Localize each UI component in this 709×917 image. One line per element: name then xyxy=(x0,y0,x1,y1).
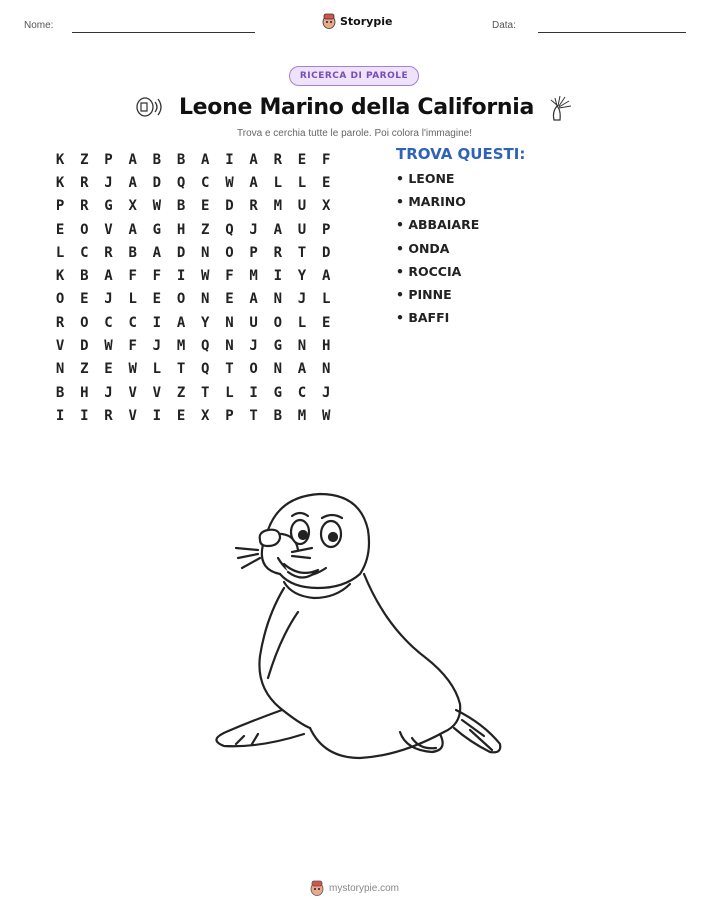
grid-letter[interactable]: P xyxy=(104,151,113,168)
grid-letter[interactable]: L xyxy=(297,174,307,191)
grid-letter[interactable]: E xyxy=(297,151,307,168)
grid-letter[interactable]: G xyxy=(152,221,162,238)
grid-letter[interactable]: O xyxy=(55,291,65,308)
grid-letter[interactable]: D xyxy=(321,244,331,261)
grid-letter[interactable]: U xyxy=(297,221,307,238)
grid-letter[interactable]: L xyxy=(321,291,331,308)
grid-letter[interactable]: B xyxy=(55,384,65,401)
footer xyxy=(0,880,709,896)
word-list-item: • ROCCIA xyxy=(396,263,462,279)
grid-letter[interactable]: N xyxy=(201,244,210,261)
grid-letter[interactable]: A xyxy=(249,291,258,308)
grid-letter[interactable]: A xyxy=(176,314,186,331)
grid-letter[interactable]: B xyxy=(273,407,282,424)
grid-letter[interactable]: D xyxy=(80,338,89,355)
word-list xyxy=(396,171,479,333)
grid-letter[interactable]: T xyxy=(201,384,210,401)
grid-letter[interactable]: W xyxy=(152,198,162,215)
grid-letter[interactable]: N xyxy=(321,361,331,378)
grid-letter[interactable]: F xyxy=(321,151,331,168)
grid-letter[interactable]: R xyxy=(249,198,258,215)
grid-letter[interactable]: F xyxy=(152,268,162,285)
grid-letter[interactable]: P xyxy=(321,221,331,238)
grid-letter[interactable]: X xyxy=(201,407,210,424)
grid-letter[interactable]: E xyxy=(55,221,65,238)
grid-letter[interactable]: E xyxy=(321,174,331,191)
grid-letter[interactable]: Z xyxy=(80,361,89,378)
grid-letter[interactable]: J xyxy=(104,291,113,308)
grid-letter[interactable]: U xyxy=(297,198,307,215)
grid-letter[interactable]: M xyxy=(176,338,186,355)
grid-letter[interactable]: N xyxy=(273,291,282,308)
grid-letter[interactable]: Q xyxy=(201,338,210,355)
grid-letter[interactable]: J xyxy=(297,291,307,308)
grid-letter[interactable]: L xyxy=(225,384,234,401)
grid-letter[interactable]: I xyxy=(225,151,234,168)
grid-letter[interactable]: A xyxy=(297,361,307,378)
grid-letter[interactable]: C xyxy=(80,244,89,261)
grid-letter[interactable]: O xyxy=(273,314,282,331)
grid-letter[interactable]: N xyxy=(297,338,307,355)
grid-letter[interactable]: F xyxy=(225,268,234,285)
grid-letter[interactable]: A xyxy=(104,268,113,285)
grid-letter[interactable]: K xyxy=(55,174,65,191)
grid-letter[interactable]: P xyxy=(55,198,65,215)
grid-letter[interactable]: O xyxy=(80,221,89,238)
footer-url[interactable]: mystorypie.com xyxy=(328,882,399,894)
grid-letter[interactable]: J xyxy=(249,338,258,355)
grid-letter[interactable]: U xyxy=(249,314,258,331)
grid-letter[interactable]: I xyxy=(55,407,65,424)
grid-letter[interactable]: A xyxy=(128,151,137,168)
grid-letter[interactable]: H xyxy=(321,338,331,355)
grid-letter[interactable]: Q xyxy=(225,221,234,238)
grid-letter[interactable]: Z xyxy=(176,384,186,401)
grid-letter[interactable]: D xyxy=(176,244,186,261)
grid-letter[interactable]: W xyxy=(201,268,210,285)
grid-letter[interactable]: G xyxy=(273,384,282,401)
grid-letter[interactable]: E xyxy=(201,198,210,215)
grid-letter[interactable]: L xyxy=(297,314,307,331)
grid-letter[interactable]: E xyxy=(176,407,186,424)
grid-letter[interactable]: R xyxy=(104,244,113,261)
word-list-title: TROVA QUESTI: xyxy=(396,145,526,163)
grid-letter[interactable]: L xyxy=(128,291,137,308)
grid-letter[interactable]: C xyxy=(297,384,307,401)
grid-letter[interactable]: A xyxy=(128,221,137,238)
grid-letter[interactable]: A xyxy=(273,221,282,238)
grid-letter[interactable]: J xyxy=(104,174,113,191)
grid-letter[interactable]: M xyxy=(297,407,307,424)
grid-letter[interactable]: K xyxy=(55,268,65,285)
word-search-grid[interactable] xyxy=(48,148,338,428)
grid-letter[interactable]: B xyxy=(152,151,162,168)
word-list-item: • ONDA xyxy=(396,240,450,256)
grid-letter[interactable]: Q xyxy=(176,174,186,191)
grid-letter[interactable]: W xyxy=(104,338,113,355)
grid-letter[interactable]: Z xyxy=(80,151,89,168)
grid-letter[interactable]: E xyxy=(104,361,113,378)
speaker-sound-icon xyxy=(135,96,165,118)
grid-letter[interactable]: O xyxy=(176,291,186,308)
grid-letter[interactable]: V xyxy=(128,407,137,424)
grid-letter[interactable]: O xyxy=(225,244,234,261)
date-line[interactable] xyxy=(538,32,686,33)
grid-letter[interactable]: T xyxy=(225,361,234,378)
grid-letter[interactable]: R xyxy=(273,151,282,168)
grid-letter[interactable]: R xyxy=(273,244,282,261)
grid-letter[interactable]: C xyxy=(201,174,210,191)
grid-letter[interactable]: L xyxy=(55,244,65,261)
word-list-item: • BAFFI xyxy=(396,310,450,326)
title-row xyxy=(0,92,709,122)
grid-letter[interactable]: E xyxy=(152,291,162,308)
grid-letter[interactable]: B xyxy=(128,244,137,261)
name-line[interactable] xyxy=(72,32,255,33)
grid-letter[interactable]: P xyxy=(225,407,234,424)
grid-letter[interactable]: I xyxy=(152,407,162,424)
grid-letter[interactable]: W xyxy=(128,361,137,378)
grid-letter[interactable]: O xyxy=(249,361,258,378)
grid-letter[interactable]: I xyxy=(249,384,258,401)
grid-letter[interactable]: T xyxy=(176,361,186,378)
grid-letter[interactable]: Q xyxy=(201,361,210,378)
storypie-mascot-icon xyxy=(322,13,336,29)
grid-letter[interactable]: V xyxy=(104,221,113,238)
grid-letter[interactable]: J xyxy=(152,338,162,355)
grid-letter[interactable]: R xyxy=(80,198,89,215)
grid-letter[interactable]: W xyxy=(225,174,234,191)
grid-letter[interactable]: T xyxy=(249,407,258,424)
grid-letter[interactable]: I xyxy=(80,407,89,424)
grid-letter[interactable]: F xyxy=(128,338,137,355)
grid-letter[interactable]: J xyxy=(249,221,258,238)
grid-letter[interactable]: G xyxy=(104,198,113,215)
instructions: Trova e cerchia tutte le parole. Poi colora l'immagine! xyxy=(237,128,472,139)
grid-letter[interactable]: V xyxy=(152,384,162,401)
grid-letter[interactable]: W xyxy=(321,407,331,424)
grid-letter[interactable]: A xyxy=(201,151,210,168)
grid-letter[interactable]: A xyxy=(128,174,137,191)
grid-letter[interactable]: E xyxy=(80,291,89,308)
grid-letter[interactable]: E xyxy=(321,314,331,331)
grid-letter[interactable]: L xyxy=(273,174,282,191)
grid-letter[interactable]: Y xyxy=(297,268,307,285)
grid-letter[interactable]: H xyxy=(80,384,89,401)
grid-letter[interactable]: R xyxy=(80,174,89,191)
grid-letter[interactable]: I xyxy=(273,268,282,285)
grid-letter[interactable]: K xyxy=(55,151,65,168)
grid-letter[interactable]: Y xyxy=(201,314,210,331)
grid-letter[interactable]: N xyxy=(201,291,210,308)
name-label: Nome: xyxy=(24,20,54,31)
grid-letter[interactable]: D xyxy=(152,174,162,191)
grid-letter[interactable]: N xyxy=(225,314,234,331)
word-list-item: • ABBAIARE xyxy=(396,217,480,233)
word-list-item: • LEONE xyxy=(396,171,455,186)
grid-letter[interactable]: L xyxy=(152,361,162,378)
grid-letter[interactable]: H xyxy=(176,221,186,238)
grid-letter[interactable]: M xyxy=(273,198,282,215)
grid-letter[interactable]: R xyxy=(55,314,65,331)
grid-letter[interactable]: B xyxy=(80,268,89,285)
grid-letter[interactable]: V xyxy=(128,384,137,401)
grid-letter[interactable]: O xyxy=(80,314,89,331)
grid-letter[interactable]: V xyxy=(55,338,65,355)
grid-letter[interactable]: N xyxy=(225,338,234,355)
grid-letter[interactable]: E xyxy=(225,291,234,308)
sea-lion-illustration[interactable] xyxy=(200,488,510,768)
grid-letter[interactable]: P xyxy=(249,244,258,261)
grid-letter[interactable]: A xyxy=(249,151,258,168)
storypie-mascot-icon xyxy=(310,880,324,896)
date-label: Data: xyxy=(492,20,516,31)
activity-badge: RICERCA DI PAROLE xyxy=(289,66,419,86)
grid-letter[interactable]: A xyxy=(321,268,331,285)
grid-letter[interactable]: T xyxy=(297,244,307,261)
grid-letter[interactable]: C xyxy=(128,314,137,331)
brand-name: Storypie xyxy=(340,14,393,28)
grid-letter[interactable]: X xyxy=(321,198,331,215)
grid-letter[interactable]: X xyxy=(128,198,137,215)
grid-letter[interactable]: G xyxy=(273,338,282,355)
grid-letter[interactable]: N xyxy=(55,361,65,378)
grid-letter[interactable]: Z xyxy=(201,221,210,238)
grid-letter[interactable]: C xyxy=(104,314,113,331)
grid-letter[interactable]: A xyxy=(249,174,258,191)
grid-letter[interactable]: N xyxy=(273,361,282,378)
word-list-item: • MARINO xyxy=(396,194,466,210)
grid-letter[interactable]: J xyxy=(104,384,113,401)
grid-letter[interactable]: A xyxy=(152,244,162,261)
grid-letter[interactable]: I xyxy=(152,314,162,331)
grid-letter[interactable]: D xyxy=(225,198,234,215)
grid-letter[interactable]: B xyxy=(176,151,186,168)
page-title: Leone Marino della California xyxy=(178,94,535,120)
grid-letter[interactable]: M xyxy=(249,268,258,285)
sea-anemone-icon xyxy=(548,92,574,122)
grid-letter[interactable]: B xyxy=(176,198,186,215)
brand-logo xyxy=(322,13,392,29)
grid-letter[interactable]: R xyxy=(104,407,113,424)
grid-letter[interactable]: I xyxy=(176,268,186,285)
word-list-item: • PINNE xyxy=(396,286,452,302)
grid-letter[interactable]: J xyxy=(321,384,331,401)
grid-letter[interactable]: F xyxy=(128,268,137,285)
